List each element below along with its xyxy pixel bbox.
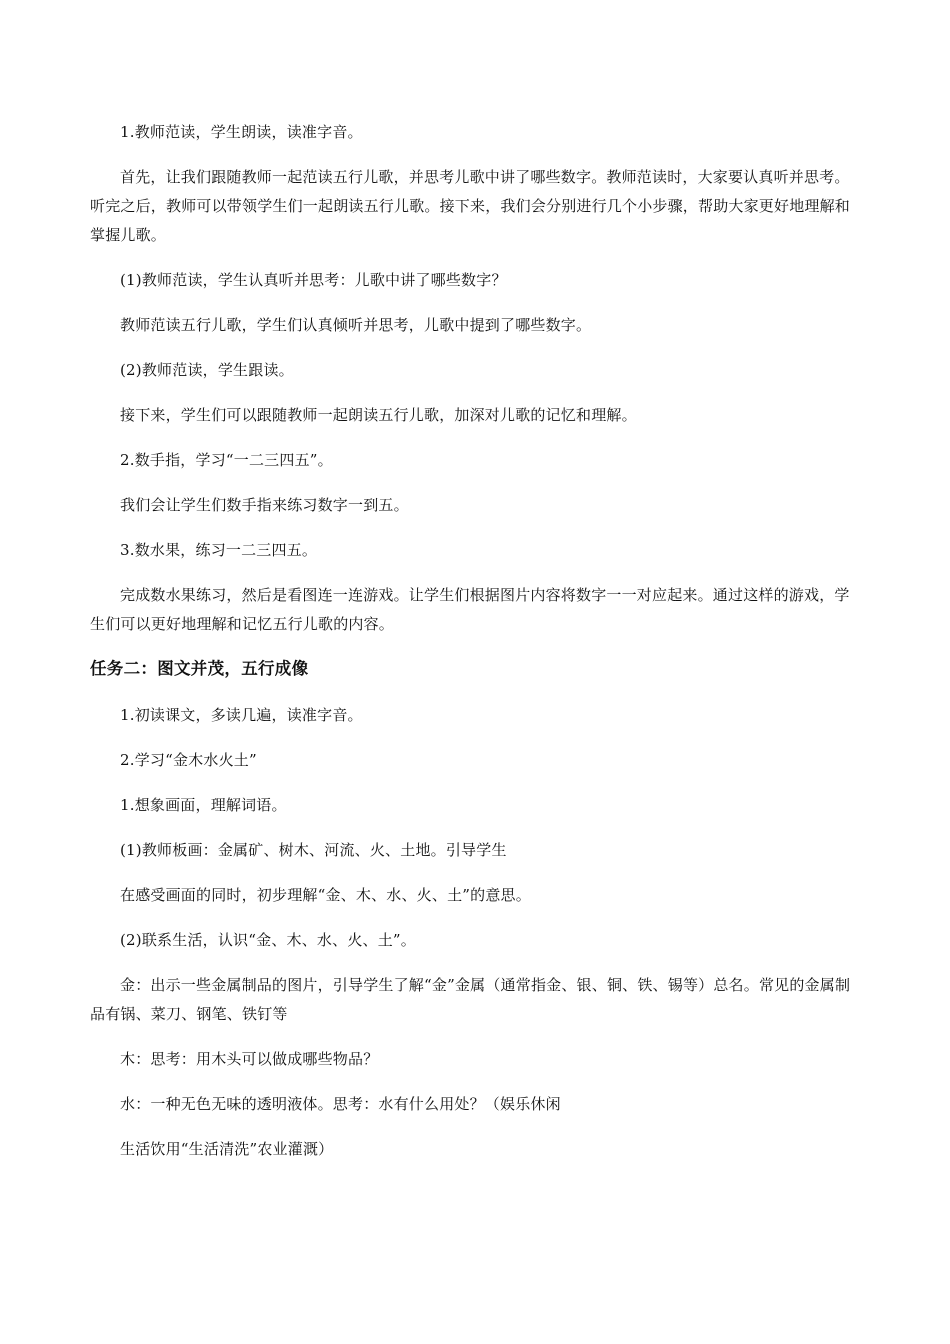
paragraph: 生活饮用“生活清洗”农业灌溉） [120, 1140, 334, 1158]
paragraph: (1)教师范读，学生认真听并思考：儿歌中讲了哪些数字？ [120, 271, 507, 289]
paragraph: 3.数水果，练习一二三四五。 [120, 541, 318, 559]
paragraph: (2)联系生活，认识“金、木、水、火、土”。 [120, 931, 416, 949]
paragraph: 木：思考：用木头可以做成哪些物品？ [120, 1050, 379, 1068]
paragraph: (1)教师板画：金属矿、树木、河流、火、土地。引导学生 [120, 841, 507, 859]
paragraph: (2)教师范读，学生跟读。 [120, 361, 294, 379]
section-heading: 任务二：图文并茂，五行成像 [90, 659, 309, 678]
paragraph: 2.学习“金木水火土” [120, 751, 257, 769]
paragraph: 首先，让我们跟随教师一起范读五行儿歌，并思考儿歌中讲了哪些数字。教师范读时，大家要认真听并思考。听完之后，教师可以带领学生们一起朗读五行儿歌。接下来，我们会分别进行几个小步骤，帮助大家更好地理解和掌握儿歌。 [90, 168, 851, 244]
paragraph: 教师范读五行儿歌，学生们认真倾听并思考，儿歌中提到了哪些数字。 [120, 316, 592, 334]
paragraph: 在感受画面的同时，初步理解“金、木、水、火、土”的意思。 [120, 886, 531, 904]
paragraph: 水：一种无色无味的透明液体。思考：水有什么用处？（娱乐休闲 [120, 1095, 561, 1113]
paragraph: 我们会让学生们数手指来练习数字一到五。 [120, 496, 409, 514]
paragraph: 2.数手指，学习“一二三四五”。 [120, 451, 333, 469]
paragraph: 金：出示一些金属制品的图片，引导学生了解“金”金属（通常指金、银、铜、铁、锡等）总名。常见的金属制品有锅、菜刀、钢笔、铁钉等 [90, 976, 851, 1023]
document-page [90, 118, 860, 1180]
paragraph: 接下来，学生们可以跟随教师一起朗读五行儿歌，加深对儿歌的记忆和理解。 [120, 406, 637, 424]
paragraph: 完成数水果练习，然后是看图连一连游戏。让学生们根据图片内容将数字一一对应起来。通过这样的游戏，学生们可以更好地理解和记忆五行儿歌的内容。 [90, 586, 850, 633]
paragraph: 1.想象画面，理解词语。 [120, 796, 287, 814]
paragraph: 1.初读课文，多读几遍，读准字音。 [120, 706, 363, 724]
paragraph: 1.教师范读，学生朗读，读准字音。 [120, 123, 363, 141]
